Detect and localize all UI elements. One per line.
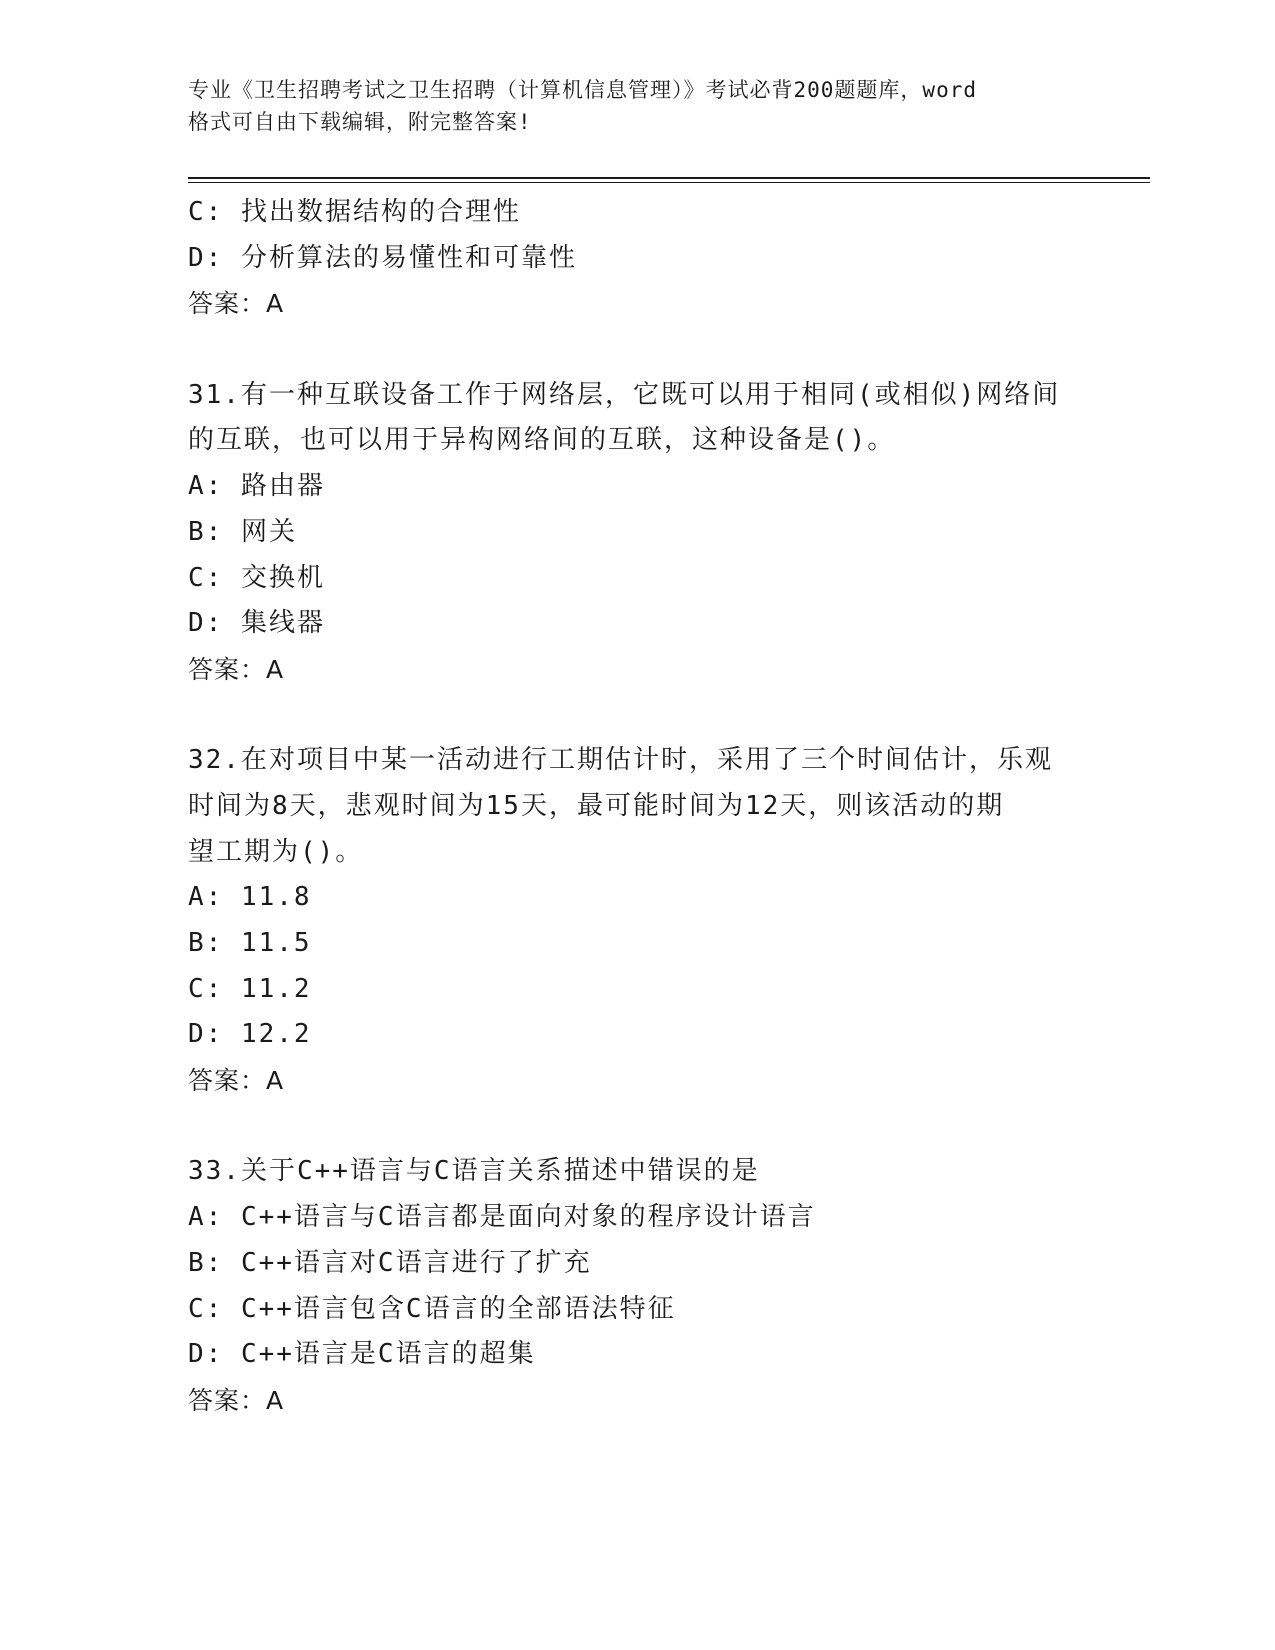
option-b: B: C++语言对C语言进行了扩充 xyxy=(188,1247,592,1278)
option-a: A: 11.8 xyxy=(188,882,312,913)
header-title-line-1: 专业《卫生招聘考试之卫生招聘（计算机信息管理）》考试必背200题题库，word xyxy=(188,78,977,102)
option-d: D: 12.2 xyxy=(188,1019,312,1050)
spacer xyxy=(188,693,1088,739)
question-text-line: 的互联，也可以用于异构网络间的互联，这种设备是()。 xyxy=(188,425,896,456)
header-divider-thick xyxy=(188,177,1150,179)
option-a: A: C++语言与C语言都是面向对象的程序设计语言 xyxy=(188,1202,816,1233)
question-32 xyxy=(188,738,1088,1104)
option-d: D: C++语言是C语言的超集 xyxy=(188,1339,536,1370)
option-b: B: 网关 xyxy=(188,516,297,547)
answer-line: 答案：A xyxy=(188,289,285,319)
spacer xyxy=(188,327,1088,373)
option-c: C: 11.2 xyxy=(188,973,312,1004)
question-text-line: 时间为8天，悲观时间为15天，最可能时间为12天，则该活动的期 xyxy=(188,790,1005,821)
question-list xyxy=(188,190,1088,1424)
question-text-line: 31.有一种互联设备工作于网络层，它既可以用于相同(或相似)网络间 xyxy=(188,379,1061,410)
option-d: D: 集线器 xyxy=(188,608,325,639)
question-31 xyxy=(188,373,1088,693)
option-c: C: 找出数据结构的合理性 xyxy=(188,197,521,227)
option-c: C: 交换机 xyxy=(188,562,325,593)
answer-line: 答案：A xyxy=(188,654,285,684)
option-b: B: 11.5 xyxy=(188,928,312,958)
header-divider-thin xyxy=(188,182,1150,183)
previous-question-block xyxy=(188,190,1088,327)
spacer xyxy=(188,1104,1088,1150)
question-text-line: 32.在对项目中某一活动进行工期估计时，采用了三个时间估计，乐观 xyxy=(188,745,1053,776)
question-33 xyxy=(188,1149,1088,1423)
question-text-line: 33.关于C++语言与C语言关系描述中错误的是 xyxy=(188,1156,760,1187)
question-text xyxy=(188,738,1088,875)
header-title-line-2: 格式可自由下载编辑，附完整答案! xyxy=(188,110,532,134)
document-header xyxy=(188,74,1088,138)
answer-line: 答案：A xyxy=(188,1066,285,1096)
option-c: C: C++语言包含C语言的全部语法特征 xyxy=(188,1293,676,1324)
question-text xyxy=(188,373,1088,464)
option-a: A: 路由器 xyxy=(188,471,325,502)
question-text xyxy=(188,1149,1088,1195)
answer-line: 答案：A xyxy=(188,1385,285,1415)
option-d: D: 分析算法的易懂性和可靠性 xyxy=(188,242,577,273)
question-text-line: 望工期为()。 xyxy=(188,836,364,867)
